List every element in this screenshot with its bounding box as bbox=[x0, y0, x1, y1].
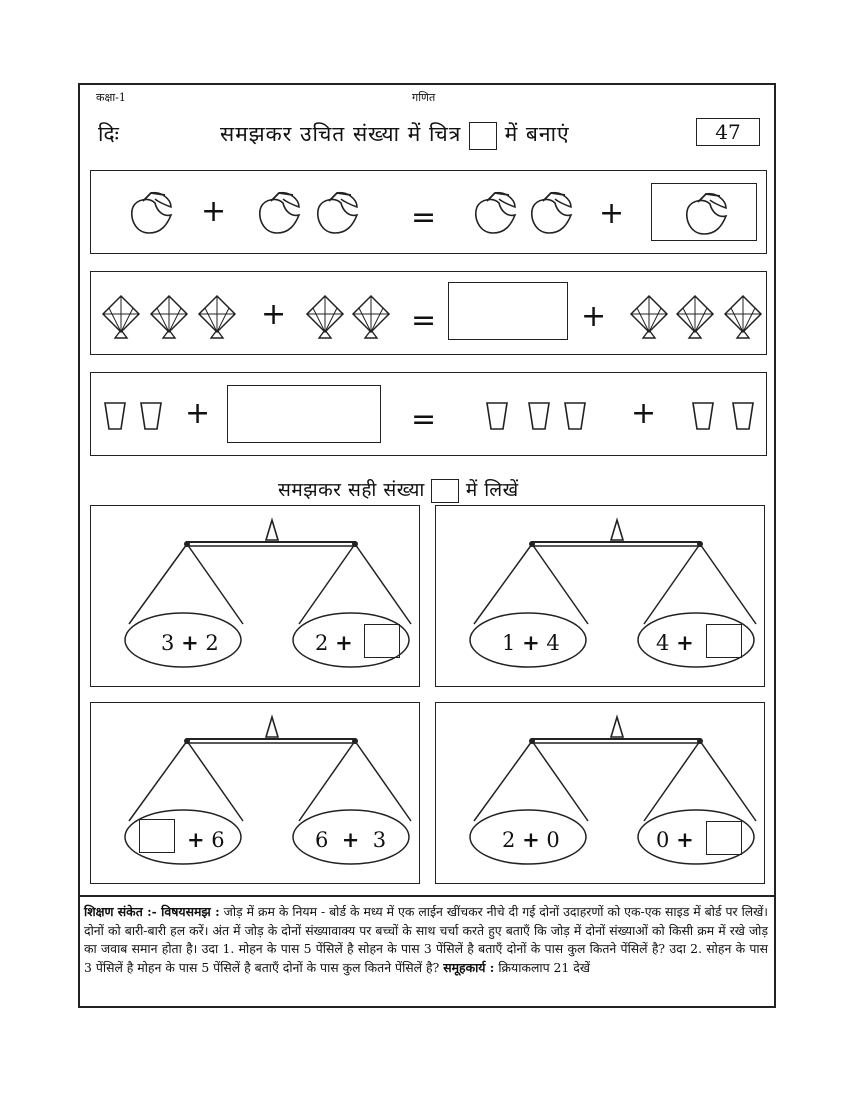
plus-sign: + bbox=[201, 194, 227, 229]
balance-panel bbox=[90, 702, 420, 884]
cup-icon bbox=[691, 401, 717, 433]
equals-sign: = bbox=[411, 402, 437, 437]
equals-sign: = bbox=[411, 303, 437, 338]
section2-part2: में लिखें bbox=[465, 479, 519, 501]
mango-icon bbox=[127, 189, 175, 237]
plus-sign: + bbox=[185, 396, 211, 431]
section2-heading bbox=[278, 476, 519, 503]
answer-box[interactable] bbox=[227, 385, 381, 443]
right-pan-expression: 6 + 3 bbox=[315, 827, 387, 852]
cup-icon bbox=[731, 401, 757, 433]
balance-panel bbox=[90, 505, 420, 687]
left-pan-expression: 1 + 4 bbox=[502, 630, 560, 655]
balance-scale-icon bbox=[436, 703, 766, 885]
cup-icon bbox=[139, 401, 165, 433]
left-pan-expression: + 6 bbox=[187, 827, 225, 852]
kite-icon bbox=[723, 294, 763, 340]
equals-sign: = bbox=[411, 200, 437, 235]
kite-icon bbox=[305, 294, 345, 340]
teaching-note-heading: शिक्षण संकेत :- विषयसमझ : bbox=[84, 904, 220, 919]
balance-panel bbox=[435, 702, 765, 884]
balance-scale-icon bbox=[436, 506, 766, 688]
kite-icon bbox=[149, 294, 189, 340]
inline-answer-box bbox=[469, 122, 497, 150]
cup-icon bbox=[485, 401, 511, 433]
cup-icon bbox=[103, 401, 129, 433]
right-pan-expression: 0 + bbox=[656, 827, 694, 852]
kite-icon bbox=[629, 294, 669, 340]
mango-icon bbox=[527, 189, 575, 237]
footer-divider bbox=[78, 895, 775, 897]
pan-answer-box[interactable] bbox=[139, 819, 175, 853]
instruction-text bbox=[220, 120, 570, 150]
kite-icon bbox=[197, 294, 237, 340]
left-pan-expression: 3 + 2 bbox=[161, 630, 219, 655]
balance-scale-icon bbox=[91, 703, 421, 885]
section2-part1: समझकर सही संख्या bbox=[278, 479, 425, 501]
right-pan-expression: 4 + bbox=[656, 630, 694, 655]
class-label: कक्षा-1 bbox=[96, 91, 126, 104]
kite-icon bbox=[675, 294, 715, 340]
pan-answer-box[interactable] bbox=[706, 821, 742, 855]
plus-sign: + bbox=[631, 396, 657, 431]
kite-icon bbox=[101, 294, 141, 340]
instruction-prefix: दिः bbox=[98, 122, 120, 146]
mango-icon bbox=[313, 189, 361, 237]
inline-answer-box bbox=[431, 479, 459, 503]
cup-icon bbox=[563, 401, 589, 433]
group-work-text: क्रियाकलाप 21 देखें bbox=[498, 959, 590, 975]
mango-row bbox=[90, 170, 767, 254]
mango-icon bbox=[682, 190, 730, 238]
left-pan-expression: 2 + 0 bbox=[502, 827, 560, 852]
pan-answer-box[interactable] bbox=[706, 624, 742, 658]
balance-scale-icon bbox=[91, 506, 421, 688]
plus-sign: + bbox=[599, 196, 625, 231]
answer-box[interactable] bbox=[448, 282, 568, 340]
plus-sign: + bbox=[581, 299, 607, 334]
instruction-part2: में बनाएं bbox=[504, 122, 570, 146]
answer-box bbox=[651, 183, 757, 241]
subject-label: गणित bbox=[412, 91, 436, 104]
group-work-label: समूहकार्य : bbox=[443, 959, 495, 975]
pan-answer-box[interactable] bbox=[364, 624, 400, 658]
kite-row bbox=[90, 271, 767, 355]
page-number: 47 bbox=[696, 118, 760, 146]
mango-icon bbox=[471, 189, 519, 237]
balance-panel bbox=[435, 505, 765, 687]
instruction-part1: समझकर उचित संख्या में चित्र bbox=[220, 122, 462, 146]
teaching-note-body: जोड़ में क्रम के नियम - बोर्ड के मध्य में एक लाईन खींचकर नीचे दी गई दोनों उदाहरणों को एक-एक साइड में बोर्ड पर लिखें। दोनों को बारी-बारी हल करें। अंत में जोड़ के दोनों संख्यावाक्य पर बच्चों के साथ चर्चा करते हुए बताएँ कि जोड़ में दोनों संख्याओं को किसी क्रम में रखे जोड़ का जवाब समान होता है। उदा 1. मोहन के पास 5 पेंसिलें है सोहन के पास 3 पेंसिलें है बताएँ दोनों के पास कुल कितने पेंसिलें है? उदा 2. सोहन के पास 3 पेंसिलें है मोहन के पास 5 पेंसिलें है बताएँ दोनों के पास कुल कितने पेंसिलें है? bbox=[84, 904, 769, 975]
teaching-note bbox=[84, 903, 768, 977]
right-pan-expression: 2 + bbox=[315, 630, 353, 655]
cup-icon bbox=[527, 401, 553, 433]
plus-sign: + bbox=[261, 297, 287, 332]
kite-icon bbox=[351, 294, 391, 340]
cup-row bbox=[90, 372, 767, 456]
mango-icon bbox=[255, 189, 303, 237]
